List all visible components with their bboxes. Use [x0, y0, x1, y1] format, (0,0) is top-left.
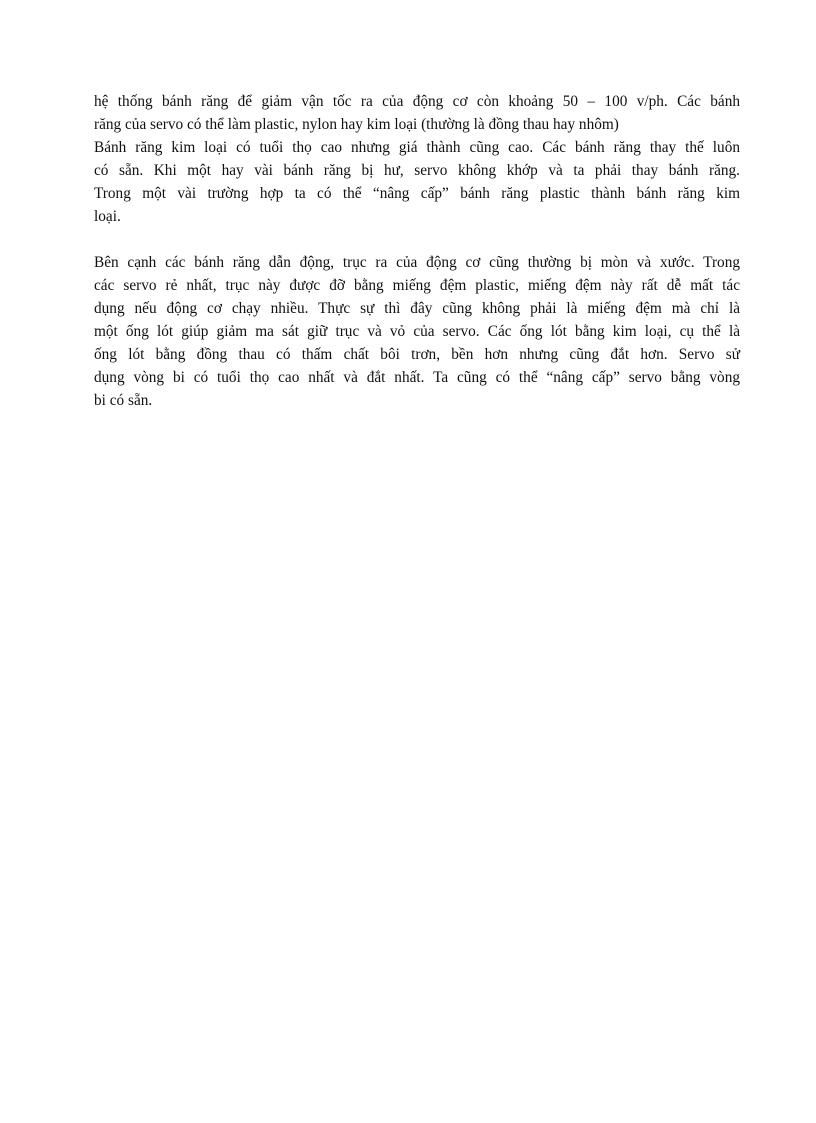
- document-body: [94, 90, 740, 412]
- text-line: dụng nếu động cơ chạy nhiều. Thực sự thì đây cũng không phải là miếng đệm mà chỉ là: [94, 300, 740, 317]
- text-line: bi có sẵn.: [94, 392, 153, 409]
- paragraph-shaft: [94, 251, 740, 412]
- text-line: các servo rẻ nhất, trục này được đỡ bằng miếng đệm plastic, miếng đệm này rất dễ mất tác: [94, 277, 740, 294]
- text-line: Bên cạnh các bánh răng dẫn động, trục ra của động cơ cũng thường bị mòn và xước. Trong: [94, 254, 740, 271]
- text-line: ống lót bằng đồng thau có thấm chất bôi trơn, bền hơn nhưng cũng đắt hơn. Servo sử: [94, 346, 740, 363]
- text-line: Trong một vài trường hợp ta có thể “nâng cấp” bánh răng plastic thành bánh răng kim: [94, 185, 740, 202]
- text-line: Bánh răng kim loại có tuổi thọ cao nhưng giá thành cũng cao. Các bánh răng thay thế luôn: [94, 139, 740, 156]
- text-line: có sẵn. Khi một hay vài bánh răng bị hư, servo không khớp và ta phải thay bánh răng.: [94, 162, 740, 179]
- text-line: một ống lót giúp giảm ma sát giữ trục và vỏ của servo. Các ống lót bằng kim loại, cụ thể là: [94, 323, 740, 340]
- paragraph-gears: [94, 90, 740, 228]
- text-line: loại.: [94, 208, 121, 225]
- paragraph-spacer: [94, 228, 740, 251]
- text-line: hệ thống bánh răng để giảm vận tốc ra của động cơ còn khoảng 50 – 100 v/ph. Các bánh: [94, 93, 740, 110]
- text-line: dụng vòng bi có tuổi thọ cao nhất và đắt nhất. Ta cũng có thể “nâng cấp” servo bằng vòng: [94, 369, 740, 386]
- text-line: răng của servo có thể làm plastic, nylon hay kim loại (thường là đồng thau hay nhôm): [94, 116, 619, 133]
